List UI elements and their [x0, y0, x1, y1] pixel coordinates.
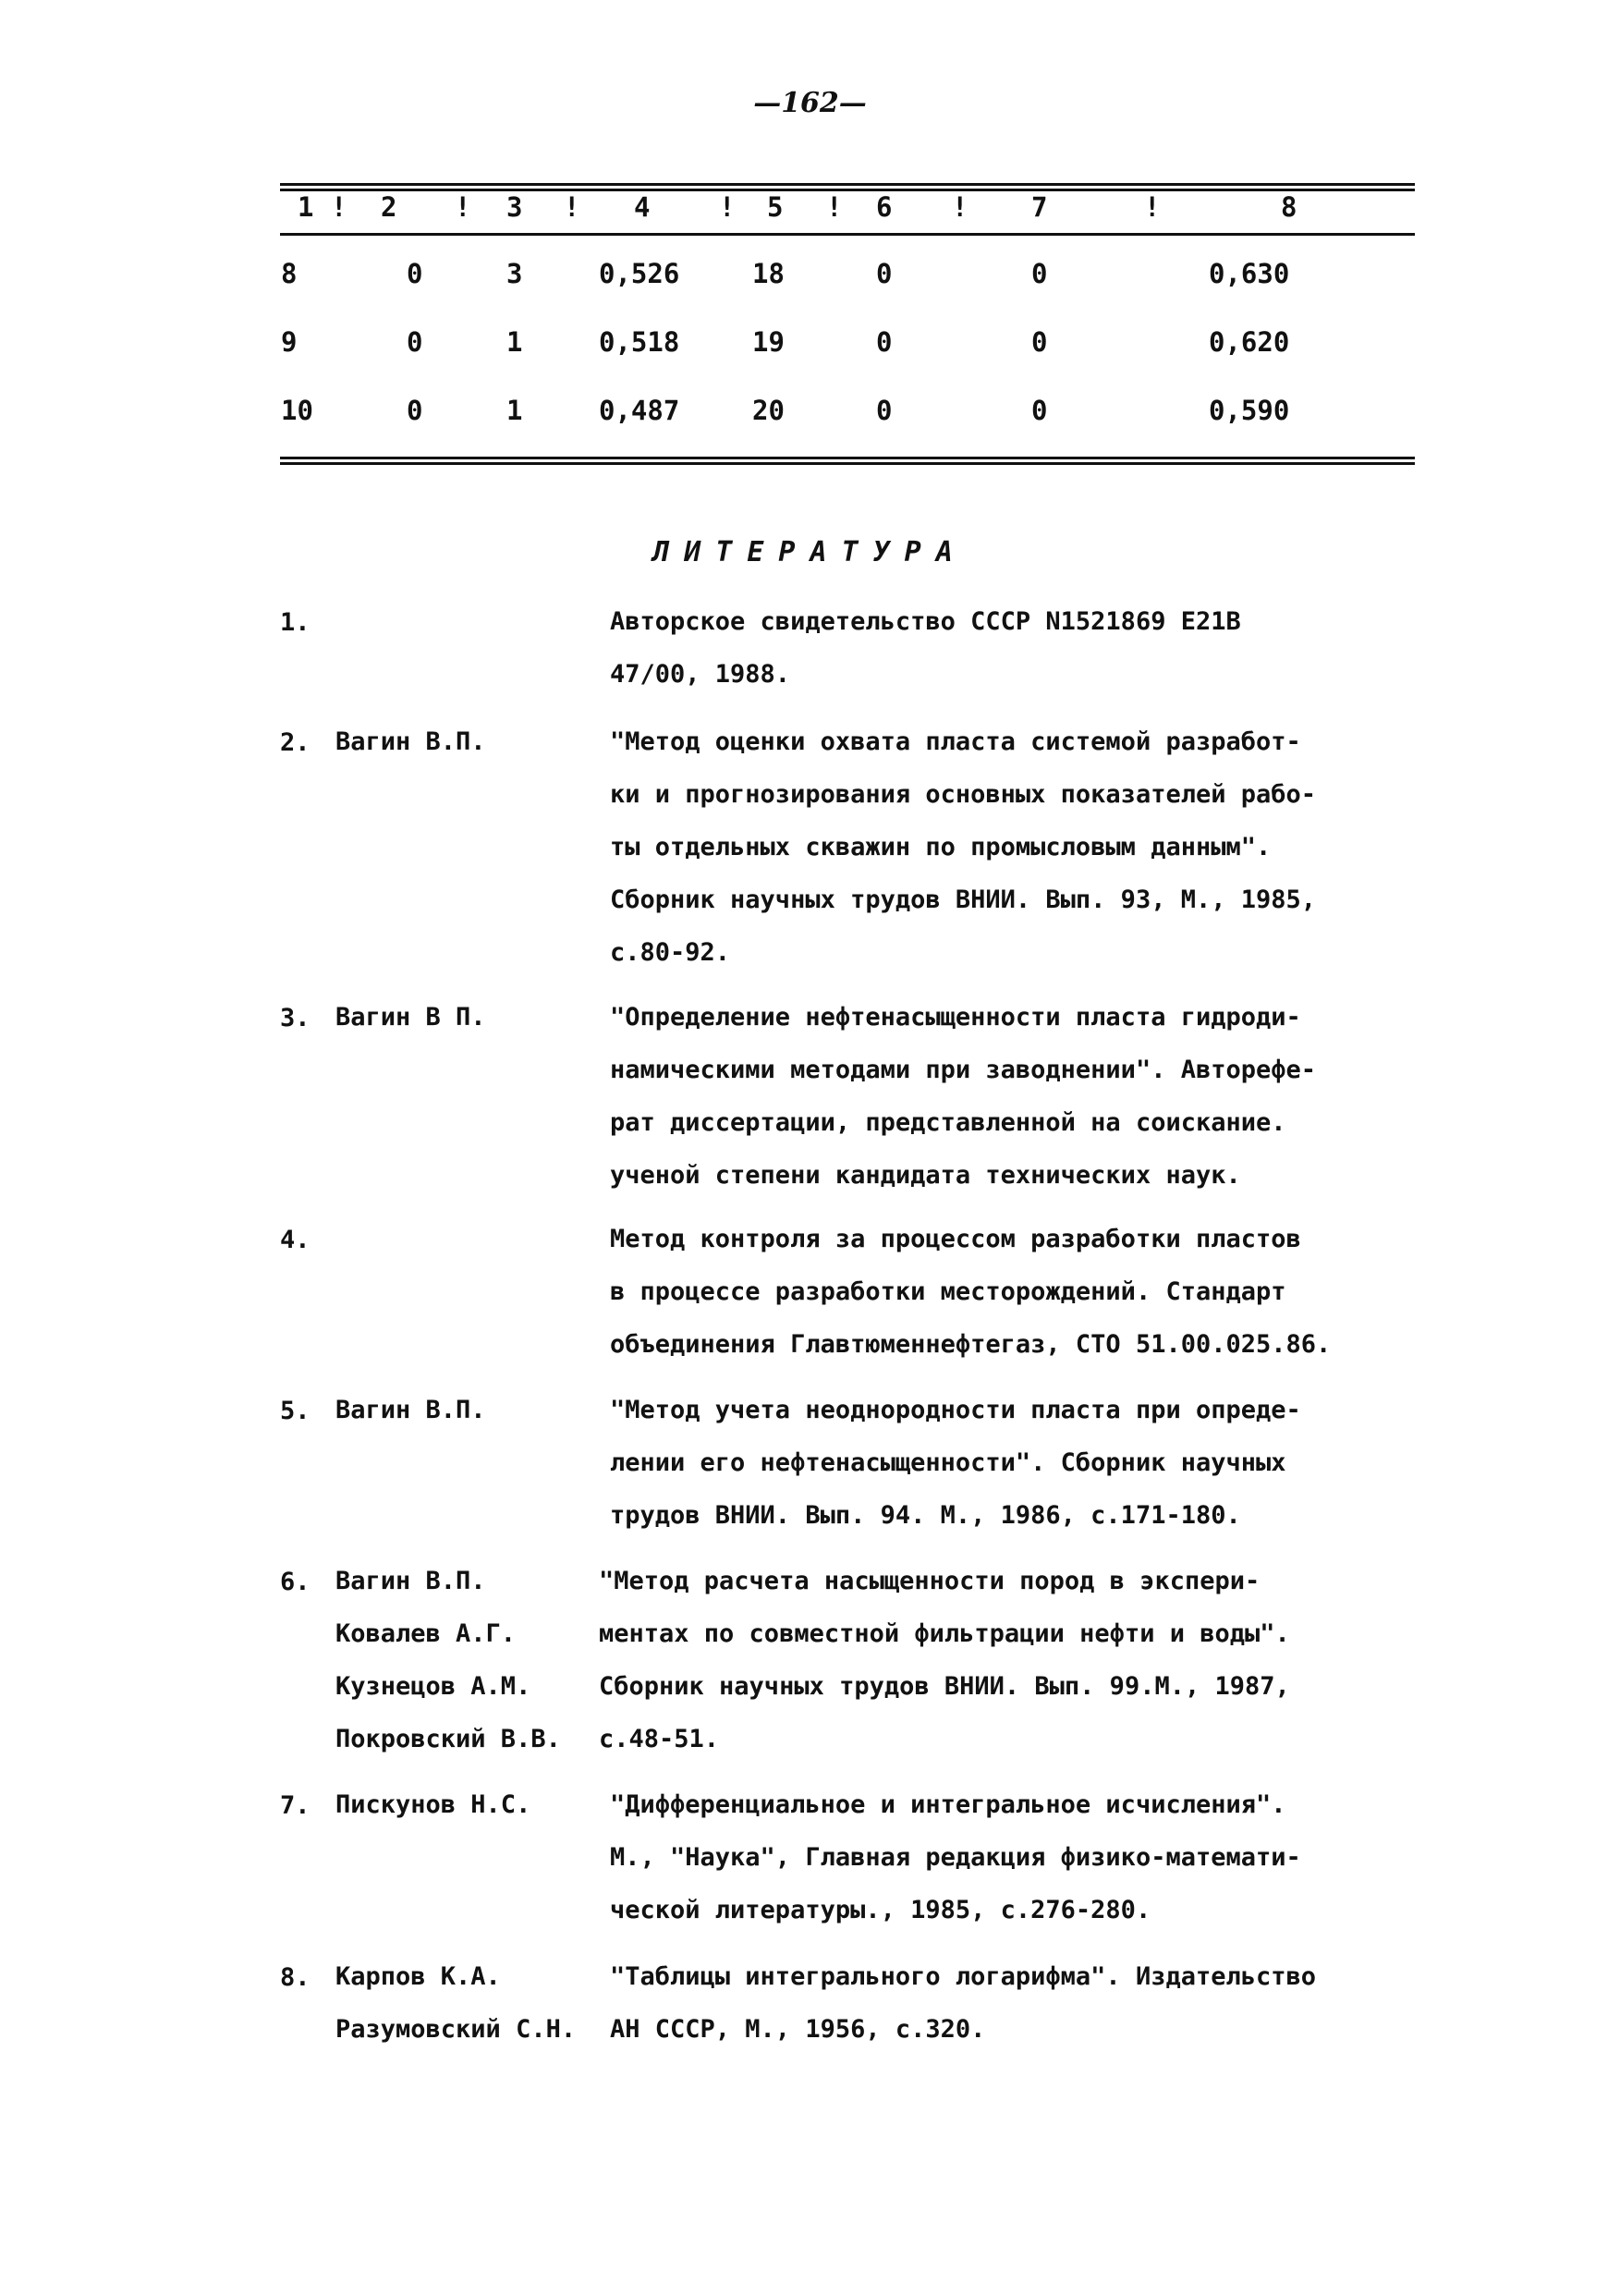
reference-line: ки и прогнозирования основных показателей рабо-	[610, 780, 1317, 809]
reference-line: объединения Главтюменнефтегаз, СТО 51.00.025.86.	[610, 1330, 1332, 1359]
reference-line: АН СССР, М., 1956, с.320.	[610, 2015, 986, 2044]
reference-line: Сборник научных трудов ВНИИ. Вып. 99.М., 1987,	[599, 1672, 1290, 1701]
reference-line: в процессе разработки месторождений. Стандарт	[610, 1277, 1286, 1306]
reference-line: "Метод оценки охвата пласта системой разработ-	[610, 727, 1301, 756]
table-cell: 0	[876, 258, 893, 289]
reference-line: рат диссертации, представленной на соискание.	[610, 1108, 1286, 1137]
reference-authors	[335, 1555, 561, 1765]
reference-author: Кузнецов А.М.	[335, 1672, 531, 1701]
reference-number: 6.	[280, 1568, 311, 1596]
table-cell: 0	[407, 258, 423, 289]
reference-author: Вагин В П.	[335, 1003, 486, 1032]
table-cell: 19	[752, 326, 785, 358]
table-cell: 1	[506, 326, 523, 358]
table-rule-top-2	[280, 189, 1415, 191]
reference-number: 5.	[280, 1397, 311, 1425]
reference-author: Пискунов Н.С.	[335, 1790, 531, 1819]
reference-number: 8.	[280, 1963, 311, 1992]
reference-text	[610, 1384, 1423, 1542]
reference-line: трудов ВНИИ. Вып. 94. М., 1986, с.171-180.	[610, 1501, 1241, 1530]
reference-line: "Метод учета неоднородности пласта при опреде-	[610, 1396, 1301, 1424]
reference-authors	[335, 1778, 530, 1831]
table-cell: 0	[407, 395, 423, 426]
reference-line: Метод контроля за процессом разработки пластов	[610, 1225, 1301, 1253]
table-cell: 0,487	[599, 395, 680, 426]
table-cell: 0	[876, 395, 893, 426]
reference-authors	[335, 715, 486, 768]
reference-line: с.48-51.	[599, 1725, 720, 1753]
literature-heading: ЛИТЕРАТУРА	[652, 536, 968, 568]
reference-line: ментах по совместной фильтрации нефти и воды".	[599, 1619, 1290, 1648]
reference-line: "Определение нефтенасыщенности пласта гидроди-	[610, 1003, 1301, 1032]
table-cell: 3	[506, 258, 523, 289]
table-cell: 0,518	[599, 326, 680, 358]
reference-line: ученой степени кандидата технических наук.	[610, 1161, 1241, 1190]
header-cell: 1	[298, 191, 314, 223]
reference-line: ты отдельных скважин по промысловым данным".	[610, 833, 1272, 861]
header-cell: 7	[1031, 191, 1048, 223]
reference-text	[610, 715, 1423, 979]
table-cell: 0	[1031, 326, 1048, 358]
table-cell: 20	[752, 395, 785, 426]
reference-authors	[335, 991, 486, 1044]
table-cell: 10	[281, 395, 313, 426]
header-cell: 5	[767, 191, 784, 223]
header-cell: 8	[1281, 191, 1297, 223]
reference-number: 1.	[280, 608, 311, 637]
page-number: —162—	[753, 87, 867, 119]
reference-line: М., "Наука", Главная редакция физико-математи-	[610, 1843, 1301, 1872]
reference-text	[599, 1555, 1412, 1765]
reference-authors	[335, 1384, 486, 1436]
reference-text	[610, 1950, 1423, 2056]
table-cell: 8	[281, 258, 298, 289]
table-cell: 0,620	[1209, 326, 1290, 358]
table-cell: 0	[407, 326, 423, 358]
reference-text	[610, 991, 1423, 1202]
table-cell: 0,590	[1209, 395, 1290, 426]
reference-author: Карпов К.А.	[335, 1962, 501, 1991]
reference-line: "Таблицы интегрального логарифма". Издательство	[610, 1962, 1317, 1991]
reference-number: 4.	[280, 1226, 311, 1254]
reference-line: с.80-92.	[610, 938, 731, 967]
reference-line: Сборник научных трудов ВНИИ. Вып. 93, М., 1985,	[610, 885, 1317, 914]
reference-line: Авторское свидетельство СССР N1521869 E21B	[610, 607, 1241, 636]
reference-number: 7.	[280, 1791, 311, 1820]
reference-author: Вагин В.П.	[335, 1396, 486, 1424]
reference-line: ческой литературы., 1985, с.276-280.	[610, 1896, 1151, 1924]
table-cell: 0,630	[1209, 258, 1290, 289]
table-rule-bottom-2	[280, 462, 1415, 465]
table-rule-bottom	[280, 457, 1415, 459]
reference-line: "Дифференциальное и интегральное исчисления".	[610, 1790, 1286, 1819]
reference-authors	[335, 1950, 576, 2056]
reference-author: Вагин В.П.	[335, 1567, 486, 1595]
reference-text	[610, 1778, 1423, 1936]
table-cell: 9	[281, 326, 298, 358]
header-separator: !	[455, 191, 471, 223]
table-rule-header	[280, 233, 1415, 236]
header-separator: !	[564, 191, 580, 223]
table-cell: 0	[876, 326, 893, 358]
header-cell: 6	[876, 191, 893, 223]
table-cell: 0,526	[599, 258, 680, 289]
header-separator: !	[952, 191, 968, 223]
reference-text	[610, 1213, 1423, 1371]
reference-line: намическими методами при заводнении". Авторефе-	[610, 1056, 1317, 1084]
reference-author: Вагин В.П.	[335, 727, 486, 756]
header-cell: 2	[381, 191, 397, 223]
header-separator: !	[1144, 191, 1161, 223]
header-cell: 3	[506, 191, 523, 223]
header-separator: !	[331, 191, 347, 223]
reference-line: 47/00, 1988.	[610, 660, 791, 689]
reference-number: 3.	[280, 1004, 311, 1032]
table-cell: 0	[1031, 395, 1048, 426]
header-cell: 4	[634, 191, 651, 223]
reference-author: Разумовский С.Н.	[335, 2015, 577, 2044]
reference-author: Ковалев А.Г.	[335, 1619, 517, 1648]
reference-text	[610, 595, 1423, 701]
header-separator: !	[719, 191, 736, 223]
header-separator: !	[826, 191, 843, 223]
table-rule-top	[280, 183, 1415, 186]
table-cell: 0	[1031, 258, 1048, 289]
reference-author: Покровский В.В.	[335, 1725, 561, 1753]
reference-number: 2.	[280, 728, 311, 757]
reference-line: лении его нефтенасыщенности". Сборник научных	[610, 1448, 1286, 1477]
table-cell: 1	[506, 395, 523, 426]
reference-line: "Метод расчета насыщенности пород в экспери-	[599, 1567, 1261, 1595]
table-cell: 18	[752, 258, 785, 289]
